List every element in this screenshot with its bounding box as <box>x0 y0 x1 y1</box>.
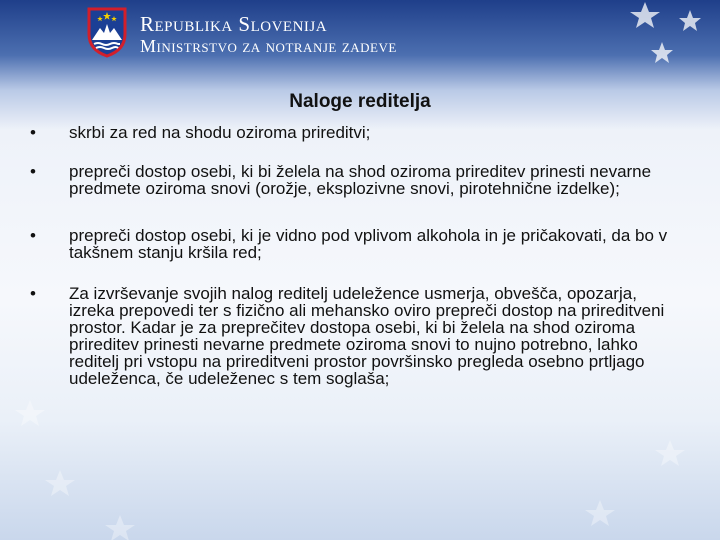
star-icon <box>655 440 685 466</box>
star-icon <box>585 500 615 526</box>
bullet-icon: • <box>30 284 36 303</box>
list-item-text: skrbi za red na shodu oziroma prireditvi; <box>69 123 371 142</box>
star-icon <box>105 515 135 540</box>
slide-title: Naloge reditelja <box>289 91 431 112</box>
list-item <box>30 163 680 197</box>
slovenia-coat-of-arms-icon <box>86 6 128 58</box>
list-item-text: prepreči dostop osebi, ki bi želela na shod oziroma prireditev prinesti nevarne predmete oziroma snovi (orožje, eksplozivne snovi, pirotehnične izdelke); <box>69 162 652 198</box>
list-item <box>30 227 680 261</box>
ministry-title <box>140 12 397 56</box>
bullet-list <box>30 124 680 409</box>
bullet-icon: • <box>30 123 36 142</box>
list-item-text: Za izvrševanje svojih nalog reditelj udeležence usmerja, obvešča, opozarja, izreka prepovedi ter s fizično ali mehansko oviro prepreči dostop na prireditveni prostor. Kadar je za preprečitev dostopa osebi, ki bi želela na shod oziroma prireditev prinesti nevarne predmete oziroma snovi to nujno potrebno, lahko reditelj pri vstopu na prireditveni prostor površinsko pregleda osebno prtljago udeleženca, če udeleženec s tem soglaša; <box>69 284 665 388</box>
header-banner <box>0 0 720 80</box>
list-item <box>30 285 680 387</box>
bullet-icon: • <box>30 162 36 181</box>
list-item-text: prepreči dostop osebi, ki je vidno pod vplivom alkohola in je pričakovati, da bo v takšnem stanju kršila red; <box>69 226 668 262</box>
ministry-title-line2: Ministrstvo za notranje zadeve <box>140 36 397 56</box>
list-item <box>30 124 680 141</box>
star-icon <box>45 470 75 496</box>
ministry-title-line1: Republika Slovenija <box>140 12 328 36</box>
bullet-icon: • <box>30 226 36 245</box>
